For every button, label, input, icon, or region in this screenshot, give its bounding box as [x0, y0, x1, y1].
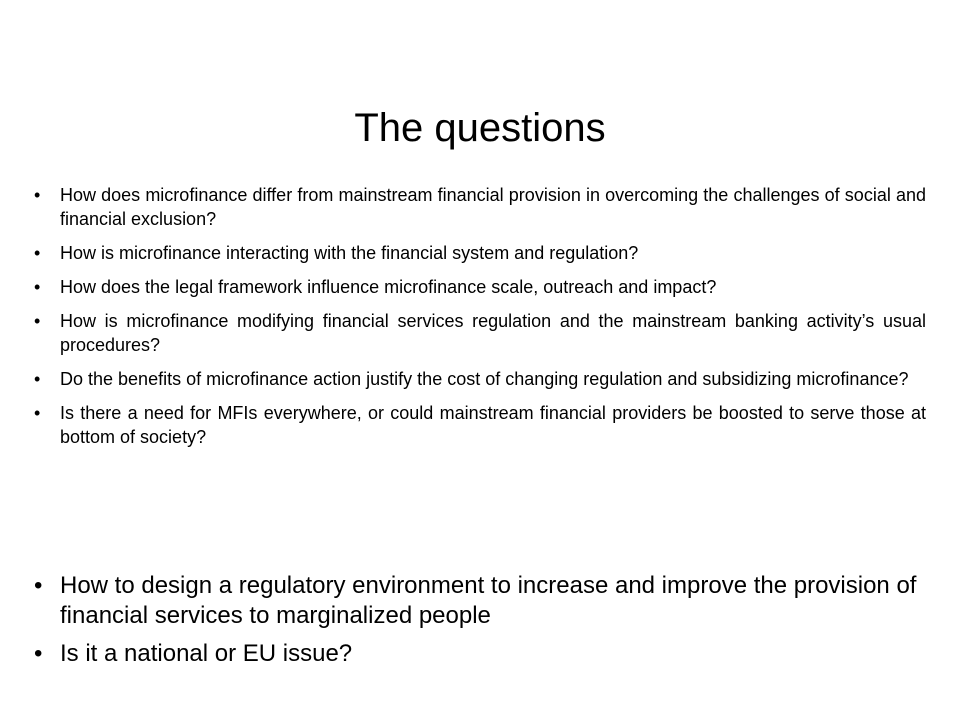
list-item [34, 571, 926, 631]
slide-title: The questions [354, 106, 606, 150]
list-item [34, 183, 926, 231]
question-text: How does microfinance differ from mainstream financial provision in overcoming the challenges of social and financial exclusion? [60, 185, 926, 229]
main-points-list [34, 571, 926, 677]
bullet-icon: • [34, 277, 41, 297]
question-text: How is microfinance modifying financial services regulation and the mainstream banking activity’s usual procedures? [60, 311, 926, 355]
bullet-icon: • [34, 572, 43, 599]
bullet-icon: • [34, 640, 43, 667]
question-text: How is microfinance interacting with the financial system and regulation? [60, 243, 639, 263]
list-item [34, 367, 926, 391]
question-text: Is there a need for MFIs everywhere, or could mainstream financial providers be boosted to serve those at bottom of society? [60, 403, 926, 447]
bullet-icon: • [34, 311, 41, 331]
bullet-icon: • [34, 369, 41, 389]
question-text: How does the legal framework influence microfinance scale, outreach and impact? [60, 277, 717, 297]
questions-list [34, 183, 926, 459]
bullet-icon: • [34, 243, 41, 263]
main-point-text: How to design a regulatory environment to increase and improve the provision of financial services to marginalized people [60, 572, 917, 629]
list-item [34, 401, 926, 449]
bullet-icon: • [34, 403, 41, 423]
bullet-icon: • [34, 185, 41, 205]
list-item [34, 275, 926, 299]
list-item [34, 639, 926, 669]
list-item [34, 241, 926, 265]
list-item [34, 309, 926, 357]
main-point-text: Is it a national or EU issue? [60, 640, 353, 667]
question-text: Do the benefits of microfinance action justify the cost of changing regulation and subsidizing microfinance? [60, 369, 909, 389]
